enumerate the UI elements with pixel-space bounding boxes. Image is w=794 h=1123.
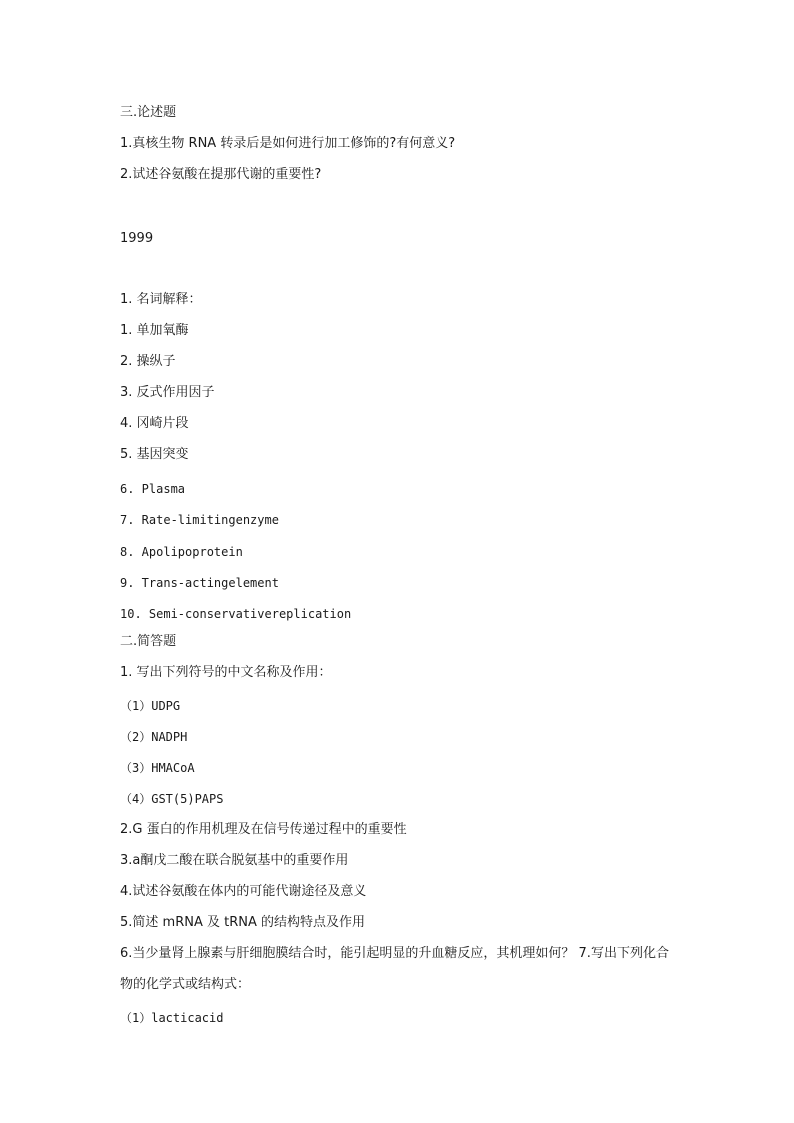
- short-question-4: 4.试述谷氨酸在体内的可能代谢途径及意义: [120, 884, 367, 899]
- term-item: 8. Apolipoprotein: [120, 545, 243, 559]
- essay-question-2: 2.试述谷氨酸在提那代谢的重要性?: [120, 167, 322, 182]
- term-item: 1. 单加氧酶: [120, 323, 189, 338]
- symbol-item: （2）NADPH: [120, 730, 188, 744]
- short-question-1: 1. 写出下列符号的中文名称及作用：: [120, 665, 332, 680]
- symbol-item: （3）HMACoA: [120, 761, 195, 775]
- symbol-item: （4）GST(5)PAPS: [120, 792, 224, 806]
- short-question-6-7: 6.当少量肾上腺素与肝细胞膜结合时，能引起明显的升血糖反应，其机理如何？ 7.写出下列化合物的化学式或结构式：: [120, 946, 669, 992]
- term-item: 2. 操纵子: [120, 354, 176, 369]
- terms-section-title: 1. 名词解释：: [120, 292, 202, 307]
- term-item: 3. 反式作用因子: [120, 385, 215, 400]
- short-question-5: 5.简述 mRNA 及 tRNA 的结构特点及作用: [120, 915, 365, 930]
- essay-question-1: 1.真核生物 RNA 转录后是如何进行加工修饰的?有何意义?: [120, 136, 456, 151]
- symbol-item: （1）UDPG: [120, 699, 181, 713]
- year-heading: 1999: [120, 231, 154, 246]
- term-item: 5. 基因突变: [120, 447, 189, 462]
- short-question-3: 3.a酮戊二酸在联合脱氨基中的重要作用: [120, 853, 349, 868]
- compound-item: （1）lacticacid: [120, 1011, 224, 1025]
- essay-section-title: 三.论述题: [120, 105, 177, 120]
- term-item: 6. Plasma: [120, 482, 186, 496]
- term-item: 4. 冈崎片段: [120, 416, 189, 431]
- term-item: 10. Semi-conservativereplication: [120, 607, 352, 621]
- term-item: 9. Trans-actingelement: [120, 576, 279, 590]
- term-item: 7. Rate-limitingenzyme: [120, 513, 279, 527]
- short-answer-section-title: 二.简答题: [120, 634, 177, 649]
- short-question-2: 2.G 蛋白的作用机理及在信号传递过程中的重要性: [120, 822, 407, 837]
